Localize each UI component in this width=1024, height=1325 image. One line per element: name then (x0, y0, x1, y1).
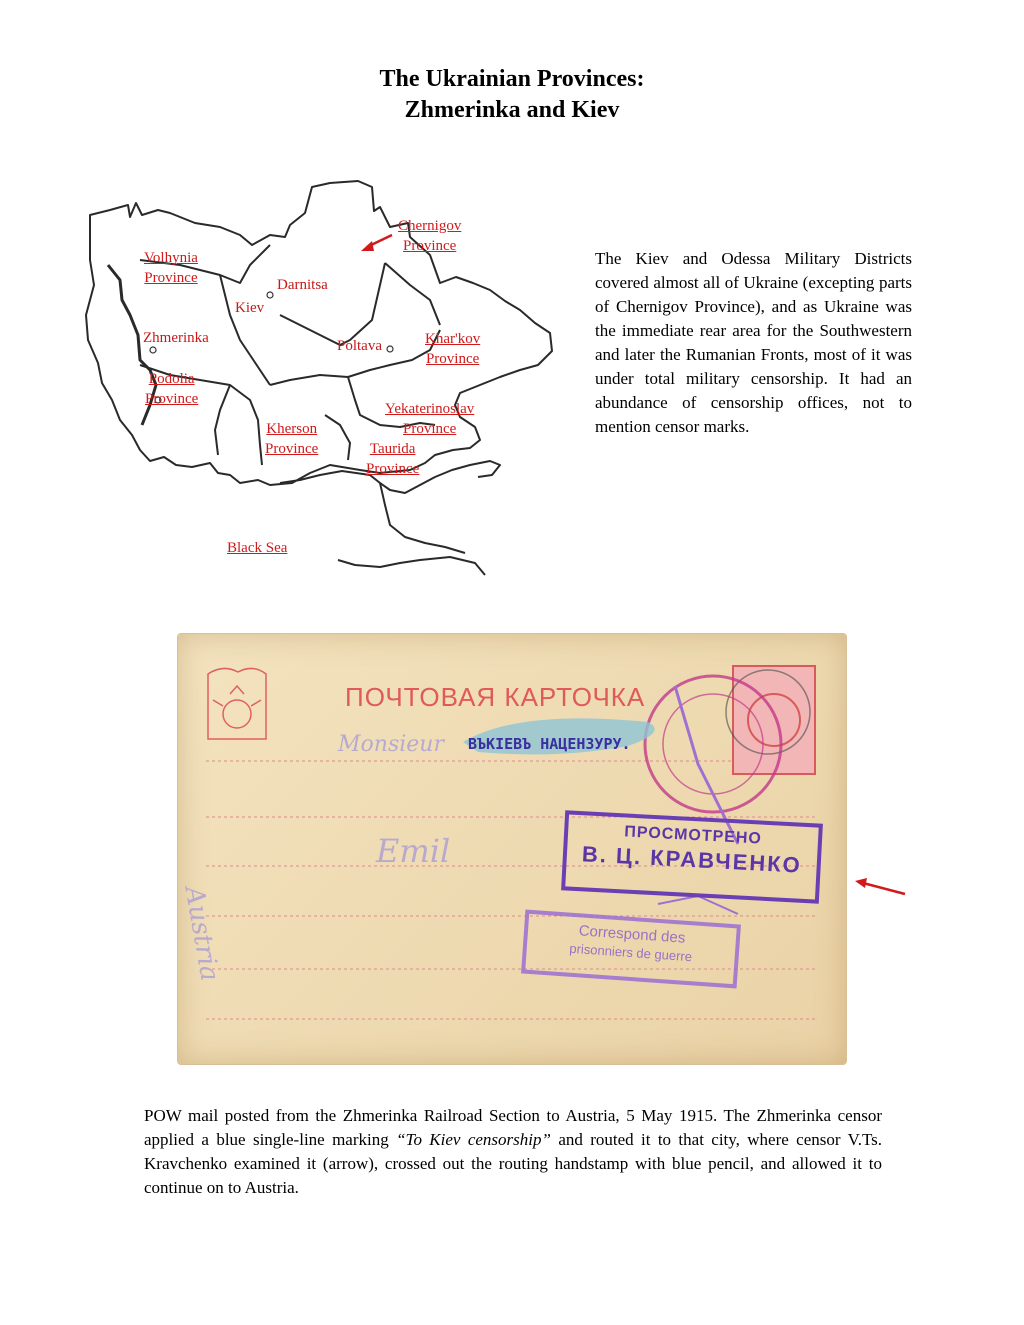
darnitsa-dot (267, 292, 273, 298)
caption-quote: “To Kiev censorship” (396, 1130, 551, 1149)
zhmerinka-label: Zhmerinka (143, 330, 209, 346)
kiev-label: Kiev (235, 300, 265, 316)
postcard-heading: ПОЧТОВАЯ КАРТОЧКА (345, 682, 646, 712)
script-address-line-1: Monsieur (338, 732, 444, 757)
poltava-label: Poltava (337, 338, 382, 354)
volhynia-province-label: Volhynia Province (144, 250, 198, 286)
caption-part-1: POW mail posted from the Zhmerinka Railroad Section to Austria, 5 May 1915. The Zhmerinka censor applied a blue single-line marking (144, 1106, 882, 1149)
postcard-image (178, 634, 846, 1064)
kharkov-province-label: Khar'kov Province (425, 331, 481, 367)
routing-stamp-line-2: prisonniers de guerre (568, 940, 693, 965)
poltava-dot (387, 346, 393, 352)
censor-stamp (561, 810, 823, 903)
chernigov-province-label: Chernigov Province (398, 218, 462, 254)
script-address-line-2: Emil (376, 832, 451, 870)
zhmerinka-dot (150, 347, 156, 353)
title-line-1: The Ukrainian Provinces: (379, 66, 645, 92)
black-sea-label: Black Sea (227, 540, 288, 556)
blue-routing-marking: ВЪКІЕВЪ НАЦЕНЗУРУ. (468, 735, 631, 753)
darnitsa-label: Darnitsa (277, 277, 328, 293)
ukraine-map (80, 165, 560, 585)
yekaterinoslav-province-label: Yekaterinoslav Province (385, 401, 475, 437)
podolia-province-label: Podolia Province (145, 371, 199, 407)
kherson-province-label: Kherson Province (265, 421, 319, 457)
caption-part-2: and routed it to that city, where censor V.Ts. Kravchenko examined it (arrow), crossed out the routing handstamp with blue pencil, and allowed it to continue on to Austria. (144, 1130, 883, 1197)
script-address-line-3: Austria (178, 884, 225, 984)
taurida-province-label: Taurida Province (366, 441, 420, 477)
page-title (0, 64, 1024, 126)
routing-stamp-line-1: Correspond des (578, 922, 686, 947)
censor-stamp-line-2: В. Ц. КРАВЧЕНКО (581, 841, 803, 878)
title-line-2: Zhmerinka and Kiev (404, 97, 620, 123)
censor-stamp-line-1: ПРОСМОТРЕНО (623, 823, 763, 848)
pointer-arrow-icon (853, 876, 909, 900)
description-paragraph: The Kiev and Odessa Military Districts covered almost all of Ukraine (excepting parts of Chernigov Province), and as Ukraine was the immediate rear area for the Southwestern and later the Rumanian Fronts, most of it was under total military censorship. It had an abundance of censorship offices, not to mention censor marks. (595, 249, 912, 436)
caption-paragraph (144, 1104, 882, 1200)
